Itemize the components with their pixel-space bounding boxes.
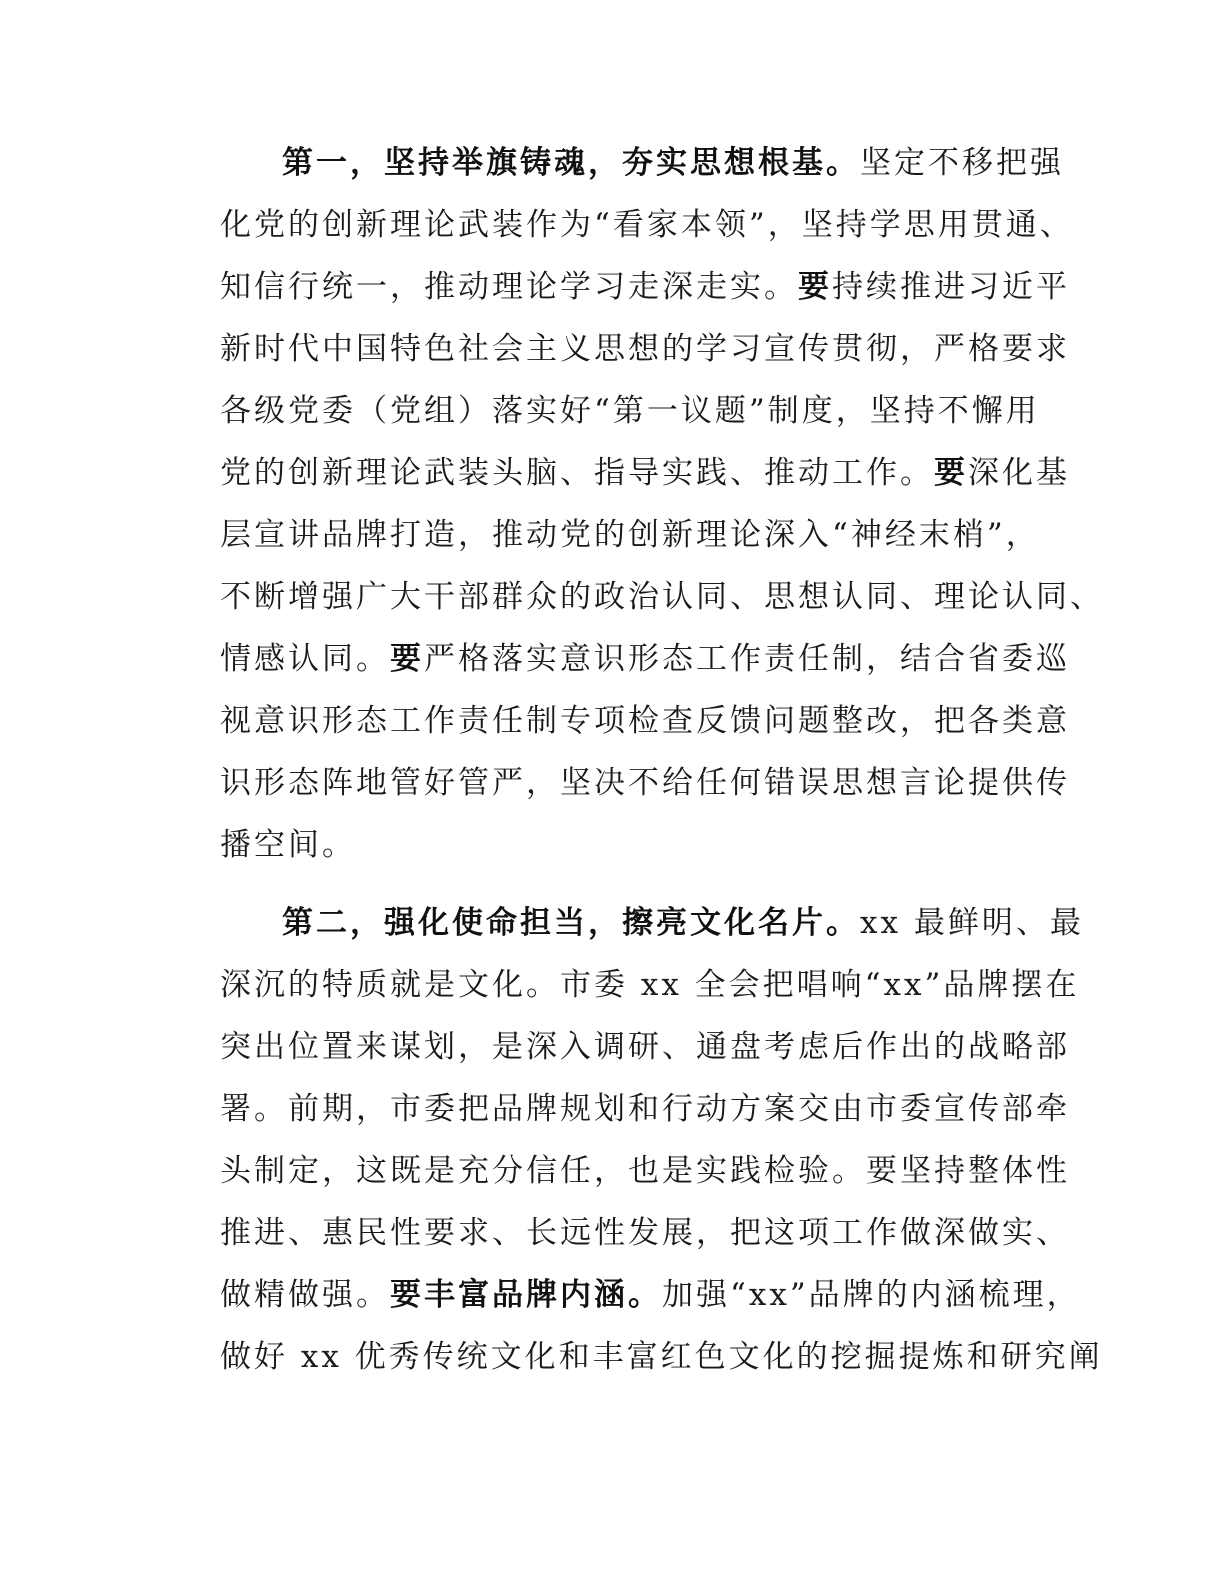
text: 层宣讲品牌打造，推动党的创新理论深入“神经末梢”， [220,517,1040,553]
paragraph-2-line-6 [220,1213,1070,1253]
text: xx 最鲜明、最 [860,905,1084,941]
text: 各级党委（党组）落实好“第一议题”制度，坚持不懈用 [220,393,1040,429]
paragraph-2-line-4 [220,1089,1070,1129]
paragraph-2-line-5 [220,1151,1070,1191]
paragraph-1-line-11 [220,763,1070,803]
paragraph-1-line-9 [220,639,1070,679]
paragraph-1-line-4 [220,329,1070,369]
paragraph-2-line-3 [220,1027,1070,1067]
text: 情感认同。 [220,641,390,677]
paragraph-2-line-2 [220,965,1079,1005]
paragraph-1-line-8 [220,577,1104,617]
text: 做好 xx 优秀传统文化和丰富红色文化的挖掘提炼和研究阐 [220,1339,1103,1375]
text: 深沉的特质就是文化。市委 xx 全会把唱响“xx”品牌摆在 [220,967,1080,1003]
text: 视意识形态工作责任制专项检查反馈问题整改，把各类意 [220,703,1070,739]
emphasis-yao: 要 [798,269,832,305]
text: 加强“xx”品牌的内涵梳理， [662,1277,1081,1313]
text: 推进、惠民性要求、长远性发展，把这项工作做深做实、 [220,1215,1070,1251]
text: 党的创新理论武装头脑、指导实践、推动工作。 [220,455,934,491]
paragraph-1-line-12 [220,825,356,865]
paragraph-2-line-1 [282,903,1084,943]
paragraph-1-line-10 [220,701,1070,741]
paragraph-1-line-3 [220,267,1070,307]
text: 署。前期，市委把品牌规划和行动方案交由市委宣传部牵 [220,1091,1070,1127]
heading-second: 第二，强化使命担当，擦亮文化名片。 [282,905,860,941]
paragraph-2-line-7 [220,1275,1081,1315]
text: 持续推进习近平 [832,269,1070,305]
emphasis-yao: 要 [934,455,968,491]
text: 做精做强。 [220,1277,390,1313]
text: 播空间。 [220,827,356,863]
paragraph-1-line-5 [220,391,1040,431]
text: 深化基 [968,455,1070,491]
text: 识形态阵地管好管严，坚决不给任何错误思想言论提供传 [220,765,1070,801]
heading-first: 第一，坚持举旗铸魂，夯实思想根基。 [282,145,860,181]
paragraph-2-line-8 [220,1337,1103,1377]
text: 知信行统一，推动理论学习走深走实。 [220,269,798,305]
paragraph-1-line-6 [220,453,1070,493]
text: 化党的创新理论武装作为“看家本领”，坚持学思用贯通、 [220,207,1074,243]
paragraph-1-line-2 [220,205,1074,245]
paragraph-1-line-7 [220,515,1040,555]
emphasis-brand: 要丰富品牌内涵。 [390,1277,662,1313]
text: 新时代中国特色社会主义思想的学习宣传贯彻，严格要求 [220,331,1070,367]
text: 严格落实意识形态工作责任制，结合省委巡 [424,641,1070,677]
text: 坚定不移把强 [860,145,1064,181]
text: 头制定，这既是充分信任，也是实践检验。要坚持整体性 [220,1153,1070,1189]
text: 不断增强广大干部群众的政治认同、思想认同、理论认同、 [220,579,1104,615]
text: 突出位置来谋划，是深入调研、通盘考虑后作出的战略部 [220,1029,1070,1065]
paragraph-1-line-1 [282,143,1064,183]
emphasis-yao: 要 [390,641,424,677]
